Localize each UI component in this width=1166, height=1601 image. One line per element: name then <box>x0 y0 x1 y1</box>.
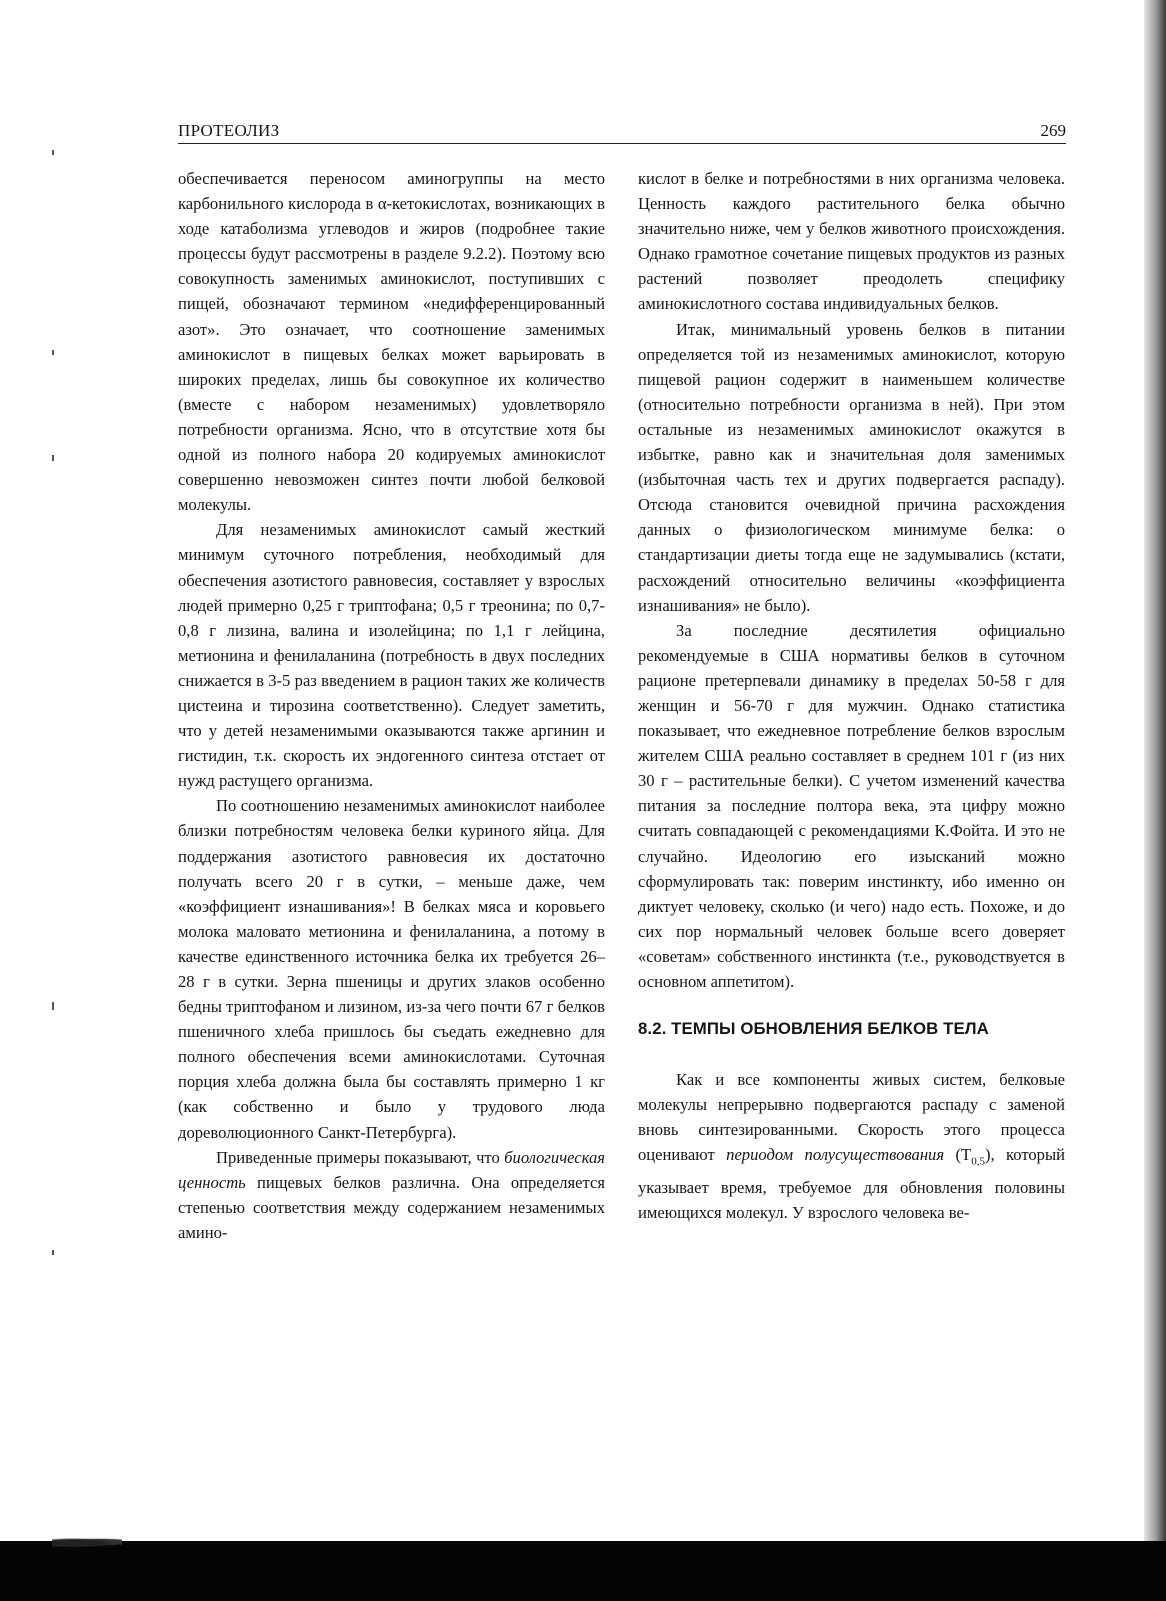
scan-artifact <box>52 1537 122 1547</box>
margin-mark <box>52 1002 54 1010</box>
margin-mark <box>52 350 54 355</box>
right-column <box>638 166 1065 1225</box>
margin-mark <box>52 455 54 461</box>
paragraph: За последние десятилетия официально рекомендуемые в США нормативы белков в суточном рационе претерпевали динамику в пределах 50-58 г для женщин и 56-70 г для мужчин. Однако статистика показывает, что ежедневное потребление белков взрослым жителем США реально составляет в среднем 101 г (из них 30 г – растительные белки). С учетом изменений качества питания за последние полтора века, эта цифру можно считать совпадающей с рекомендациями К.Фойта. И это не случайно. Идеологию его изысканий можно сформулировать так: поверим инстинкту, ибо именно он диктует человеку, сколько (и чего) надо есть. Похоже, и до сих пор нормальный человек больше всего доверяет «советам» собственного инстинкта (т.е., руководствуется в основном аппетитом). <box>638 620 1065 991</box>
symbol: (T <box>955 1145 972 1165</box>
scan-edge-shadow <box>1144 0 1166 1601</box>
paragraph: Итак, минимальный уровень белков в питании определяется той из незаменимых аминокислот, которую пищевой рацион содержит в наименьшем количестве (относительно потребности организма в ней). При этом остальные из незаменимых аминокислот окажутся в избытке, равно как и значительная доля заменимых (избыточная часть тех и других подвергается распаду). Отсюда становится очевидной причина расхождения данных о физиологическом минимуме белка: о стандартизации диеты тогда еще не задумывались (кстати, расхождений относительно величины «коэффициента изнашивания» не было). <box>638 319 1065 615</box>
paragraph: По соотношению незаменимых аминокислот наиболее близки потребностям человека белки куриного яйца. Для поддержания азотистого равновесия их достаточно получать всего 20 г в сутки, – меньше даже, чем «коэффициент изнашивания»! В белках мяса и коровьего молока маловато метионина и фенилаланина, а потому в качестве единственного источника белка их требуется 26–28 г в сутки. Зерна пшеницы и других злаков особенно бедны триптофаном и лизином, из-за чего почти 67 г белков пшеничного хлеба пришлось бы съедать ежедневно для полного обеспечения всеми аминокислотами. Суточная порция хлеба должна была бы составлять примерно 1 кг (как собственно и было у трудового люда дореволюционного Санкт-Петербурга). <box>178 796 605 1142</box>
scan-bottom-border <box>0 1541 1166 1601</box>
text-run: Приведенные примеры показывают, что <box>216 1147 505 1167</box>
text-run: пищевых белков различна. Она определяется степенью соответствия между содержанием незаменимых амино- <box>178 1172 605 1242</box>
page-header <box>178 117 1066 144</box>
page-number: 269 <box>1040 121 1066 140</box>
margin-mark <box>52 1250 54 1255</box>
emphasized-term: периодом полусуществования <box>726 1145 945 1165</box>
symbol-subscript: 0,5 <box>971 1155 985 1168</box>
paragraph: Для незаменимых аминокислот самый жесткий минимум суточного потребления, необходимый для обеспечения азотистого равновесия, составляет у взрослых людей примерно 0,25 г триптофана; 0,5 г треонина; по 0,7-0,8 г лизина, валина и изолейцина; по 1,1 г лейцина, метионина и фенилаланина (потребность в двух последних снижается в 3-5 раз введением в рацион таких же количеств цистеина и тирозина соответственно). Следует заметить, что у детей незаменимыми оказываются также аргинин и гистидин, т.к. скорость их эндогенного синтеза отстает от нужд растущего организма. <box>178 520 605 791</box>
section-heading: 8.2. ТЕМПЫ ОБНОВЛЕНИЯ БЕЛКОВ ТЕЛА <box>638 1019 989 1039</box>
text-run: ), который указывает время, требуемое для обновления половины имеющихся молекул. У взрослого человека ве- <box>638 1145 1065 1222</box>
text-run: Как и все компоненты живых систем, белковые молекулы непрерывно подвергаются распаду с заменой вновь синтезированными. Скорость этого процесса оценивают <box>638 1070 1065 1165</box>
paragraph <box>178 1145 605 1245</box>
paragraph: кислот в белке и потребностями в них организма человека. Ценность каждого растительного белка обычно значительно ниже, чем у белков животного происхождения. Однако грамотное сочетание пищевых продуктов из разных растений позволяет преодолеть специфику аминокислотного состава индивидуальных белков. <box>638 169 1065 314</box>
paragraph: обеспечивается переносом аминогруппы на место карбонильного кислорода в α-кетокислотах, возникающих в ходе катаболизма углеводов и жиров (подробнее такие процессы будут рассмотрены в разделе 9.2.2). Поэтому всю совокупность заменимых аминокислот, поступивших с пищей, обозначают термином «недифференцированный азот». Это означает, что соотношение заменимых аминокислот в пищевых белках может варьировать в широких пределах, лишь бы совокупное их количество (вместе с набором незаменимых) удовлетворяло потребности организма. Ясно, что в отсутствие хотя бы одной из полного набора 20 кодируемых аминокислот совершенно невозможен синтез почти любой белковой молекулы. <box>178 169 605 515</box>
margin-mark <box>52 150 54 155</box>
running-title: ПРОТЕОЛИЗ <box>178 121 280 140</box>
paragraph <box>638 1067 1065 1225</box>
left-column <box>178 166 605 1245</box>
emphasized-term: биологическая ценность <box>178 1147 605 1192</box>
